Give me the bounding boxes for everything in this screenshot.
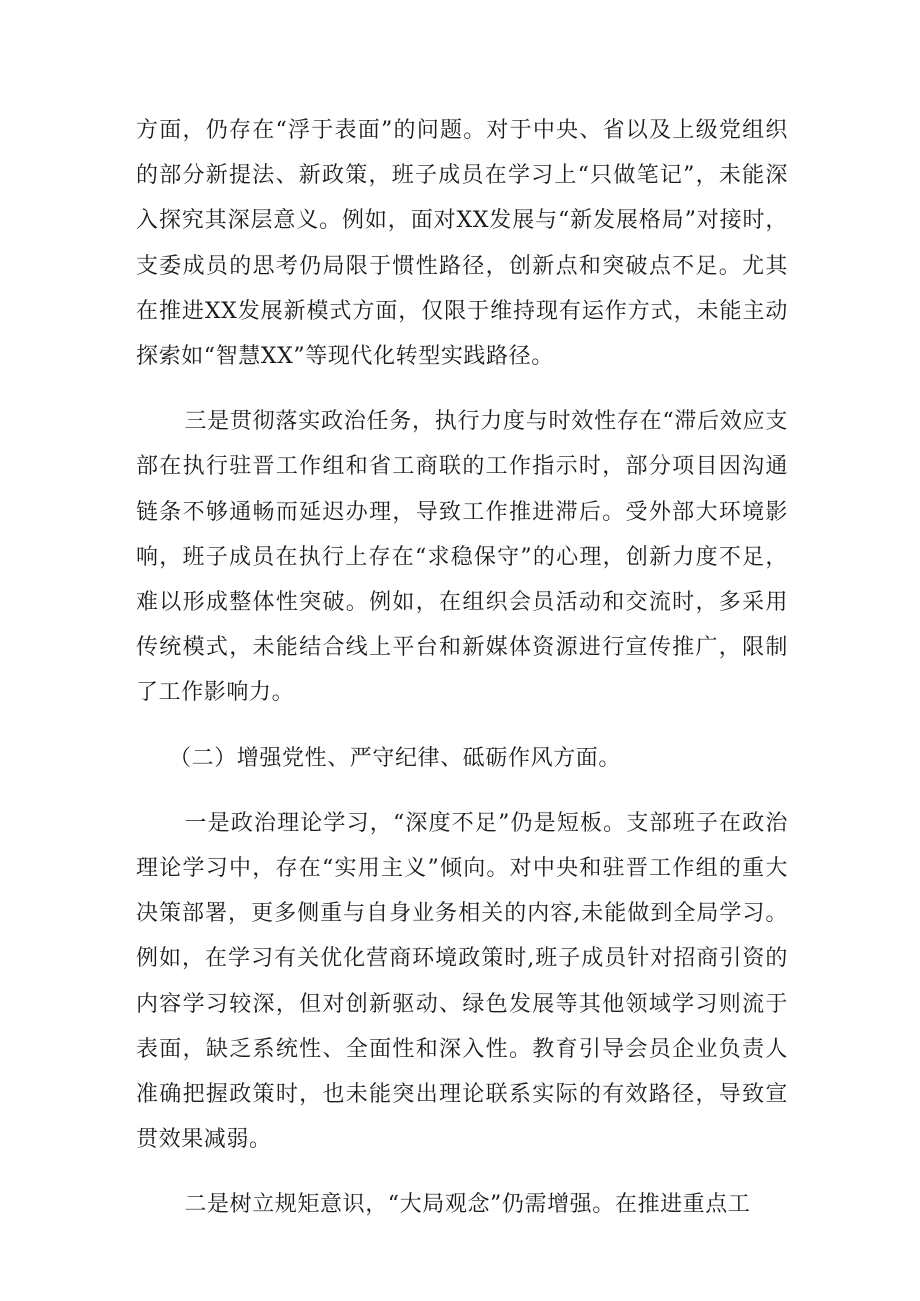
paragraph-point-three: 三是贯彻落实政治任务，执行力度与时效性存在“滞后效应支部在执行驻晋工作组和省工商联的工作指示时，部分项目因沟通链条不够通畅而延迟办理，导致工作推进滞后。受外部大环境影响，班子成员在执行上存在“求稳保守”的心理，创新力度不足，难以形成整体性突破。例如，在组织会员活动和交流时，多采用传统模式，未能结合线上平台和新媒体资源进行宣传推广，限制了工作影响力。 (136, 409, 788, 706)
section-heading-two: （二）增强党性、严守纪律、砥砺作风方面。 (169, 745, 622, 771)
document-body (136, 108, 788, 1228)
paragraph-point-one: 一是政治理论学习，“深度不足”仍是短板。支部班子在政治理论学习中，存在“实用主义”倾向。对中央和驻晋工作组的重大决策部署，更多侧重与自身业务相关的内容,未能做到全局学习。例如，在学习有关优化营商环境政策时,班子成员针对招商引资的内容学习较深，但对创新驱动、绿色发展等其他领域学习则流于表面，缺乏系统性、全面性和深入性。教育引导会员企业负责人准确把握政策时，也未能突出理论联系实际的有效路径，导致宣贯效果减弱。 (136, 810, 788, 1153)
paragraph-continuation: 方面，仍存在“浮于表面”的问题。对于中央、省以及上级党组织的部分新提法、新政策，班子成员在学习上“只做笔记”，未能深入探究其深层意义。例如，面对XX发展与“新发展格局”对接时，支委成员的思考仍局限于惯性路径，创新点和突破点不足。尤其在推进XX发展新模式方面，仅限于维持现有运作方式，未能主动探索如“智慧XX”等现代化转型实践路径。 (136, 118, 788, 370)
paragraph-point-two: 二是树立规矩意识，“大局观念”仍需增强。在推进重点工 (184, 1192, 751, 1218)
